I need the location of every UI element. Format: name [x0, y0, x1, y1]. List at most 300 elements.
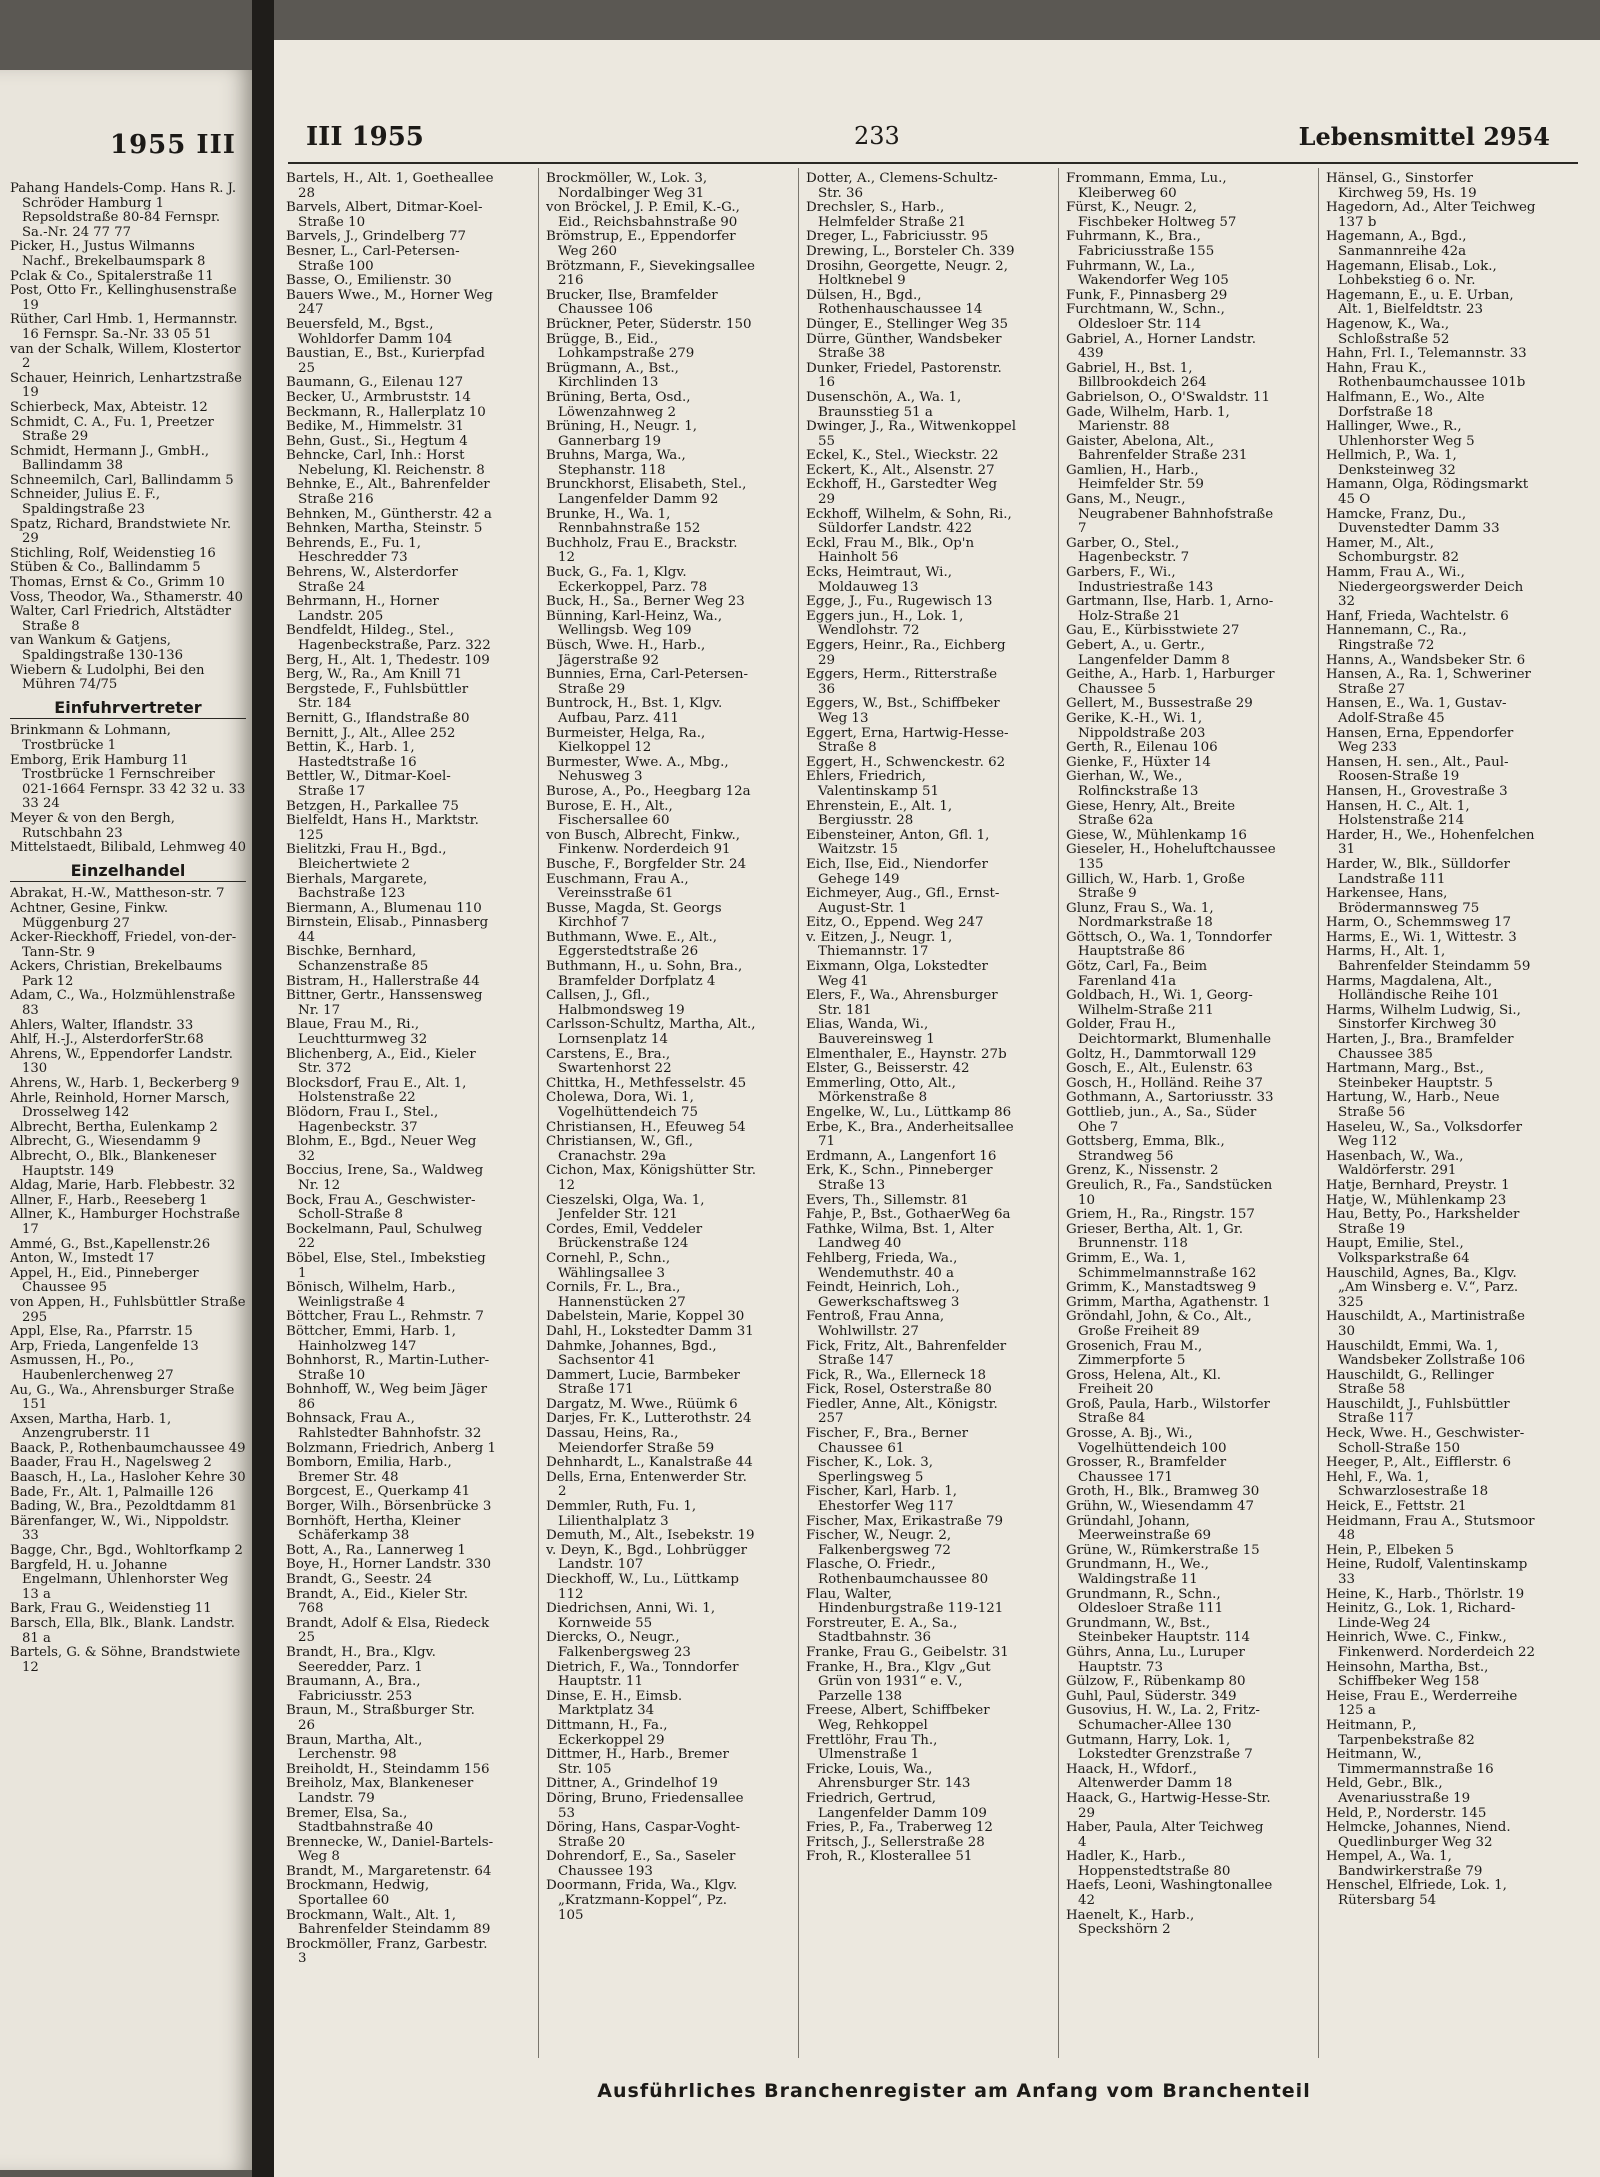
directory-entry: Frettlöhr, Frau Th., Ulmenstraße 1 — [806, 1732, 938, 1763]
directory-entry: Eggers, Herm., Ritterstraße 36 — [806, 667, 998, 697]
directory-entry: Brandt, M., Margaretenstr. 64 — [286, 1863, 492, 1879]
directory-entry: Hahn, Frau K., Rothenbaumchaussee 101b — [1326, 360, 1526, 391]
directory-entry: Hahn, Frl. I., Telemannstr. 33 — [1326, 346, 1527, 362]
directory-entry: Stichling, Rolf, Weidenstieg 16 — [10, 545, 216, 561]
directory-entry: Christiansen, W., Gfl., Cranachstr. 29a — [546, 1134, 693, 1164]
directory-entry: Bielfeldt, Hans H., Marktstr. 125 — [286, 813, 479, 843]
directory-entry: Carlsson-Schultz, Martha, Alt., Lornsenplatz 14 — [546, 1017, 756, 1048]
directory-entry: Bielitzki, Frau H., Bgd., Bleichertwiete 2 — [286, 842, 447, 872]
directory-entry: Schierbeck, Max, Abteistr. 12 — [10, 399, 208, 415]
directory-entry: Albrecht, Bertha, Eulenkamp 2 — [10, 1119, 218, 1135]
directory-entry: Bönisch, Wilhelm, Harb., Weinligstraße 4 — [286, 1280, 456, 1310]
directory-column-4 — [1066, 172, 1276, 2062]
directory-entry: Fuhrmann, K., Bra., Fabriciusstraße 155 — [1066, 229, 1215, 259]
left-entries-2 — [10, 724, 246, 855]
directory-entry: Fathke, Wilma, Bst. 1, Alter Landweg 40 — [806, 1221, 994, 1252]
directory-entry: Bohnhoff, W., Weg beim Jäger 86 — [286, 1382, 487, 1412]
directory-entry: Albrecht, O., Blk., Blankeneser Hauptstr. 149 — [10, 1149, 217, 1179]
directory-entry: Dassau, Heins, Ra., Meiendorfer Straße 59 — [546, 1426, 715, 1456]
directory-entry: Hatje, Bernhard, Preystr. 1 — [1326, 1177, 1510, 1193]
directory-entry: Walter, Carl Friedrich, Altstädter Straße 8 — [10, 604, 232, 634]
directory-entry: Brunke, H., Wa. 1, Rennbahnstraße 152 — [546, 506, 701, 537]
directory-entry: Appel, H., Eid., Pinneberger Chaussee 95 — [10, 1265, 199, 1296]
directory-entry: Gamlien, H., Harb., Heimfelder Str. 59 — [1066, 462, 1204, 493]
directory-entry: Eggers, Heinr., Ra., Eichberg 29 — [806, 638, 1006, 668]
directory-entry: Hagedorn, Ad., Alter Teichweg 137 b — [1326, 200, 1536, 230]
directory-entry: Au, G., Wa., Ahrensburger Straße 151 — [10, 1382, 235, 1413]
directory-entry: Bomborn, Emilia, Harb., Bremer Str. 48 — [286, 1455, 452, 1485]
directory-entry: Ecks, Heimtraut, Wi., Moldauweg 13 — [806, 565, 952, 595]
directory-entry: Bünning, Karl-Heinz, Wa., Wellingsb. Weg 109 — [546, 608, 723, 639]
section-einzelhandel: Einzelhandel — [10, 864, 246, 883]
directory-entry: Haack, H., Wfdorf., Altenwerder Damm 18 — [1066, 1761, 1233, 1792]
directory-entry: Döring, Bruno, Friedensallee 53 — [546, 1790, 744, 1821]
directory-entry: Hamcke, Franz, Du., Duvenstedter Damm 33 — [1326, 506, 1500, 537]
directory-entry: Grenz, K., Nissenstr. 2 — [1066, 1163, 1219, 1179]
directory-entry: Hamm, Frau A., Wi., Niedergeorgswerder Deich 32 — [1326, 565, 1524, 610]
directory-column-3 — [806, 172, 1016, 2062]
directory-entry: Gieseler, H., Hoheluftchaussee 135 — [1066, 842, 1276, 872]
directory-entry: Brinkmann & Lohmann, Trostbrücke 1 — [10, 723, 171, 753]
directory-entry: Brüning, Berta, Osd., Löwenzahnweg 2 — [546, 389, 691, 420]
directory-entry: Goltz, H., Dammtorwall 129 — [1066, 1046, 1257, 1062]
directory-entry: Pclak & Co., Spitalerstraße 11 — [10, 268, 214, 284]
directory-entry: Eich, Ilse, Eid., Niendorfer Gehege 149 — [806, 856, 988, 887]
directory-entry: Bark, Frau G., Weidenstieg 11 — [10, 1601, 212, 1617]
directory-entry: Hartung, W., Harb., Neue Straße 56 — [1326, 1090, 1500, 1120]
directory-entry: Eggers, W., Bst., Schiffbeker Weg 13 — [806, 696, 1000, 726]
directory-entry: Post, Otto Fr., Kellinghusenstraße 19 — [10, 283, 237, 313]
directory-entry: Dahl, H., Lokstedter Damm 31 — [546, 1323, 754, 1339]
directory-entry: Hannemann, C., Ra., Ringstraße 72 — [1326, 623, 1467, 653]
right-page — [274, 40, 1600, 2177]
directory-entry: Drechsler, S., Harb., Helmfelder Straße 21 — [806, 200, 967, 230]
directory-entry: Ahlf, H.-J., AlsterdorferStr.68 — [10, 1032, 204, 1048]
directory-entry: Allner, K., Hamburger Hochstraße 17 — [10, 1207, 240, 1237]
directory-entry: Grüne, W., Rümkerstraße 15 — [1066, 1542, 1260, 1558]
directory-entry: Basse, O., Emilienstr. 30 — [286, 273, 452, 289]
directory-entry: Dinse, E. H., Eimsb. Marktplatz 34 — [546, 1688, 683, 1719]
directory-entry: Böttcher, Frau L., Rehmstr. 7 — [286, 1309, 484, 1325]
directory-entry: Callsen, J., Gfl., Halbmondsweg 19 — [546, 988, 685, 1018]
directory-entry: Hänsel, G., Sinstorfer Kirchweg 59, Hs. 19 — [1326, 172, 1477, 201]
directory-entry: Brömstrup, E., Eppendorfer Weg 260 — [546, 229, 736, 259]
directory-entry: Baack, P., Rothenbaumchaussee 49 — [10, 1440, 246, 1456]
directory-entry: Eggers jun., H., Lok. 1, Wendlohstr. 72 — [806, 608, 964, 639]
directory-entry: Brandt, A., Eid., Kieler Str. 768 — [286, 1586, 468, 1617]
directory-entry: Acker-Rieckhoff, Friedel, von-der-Tann-Str. 9 — [10, 930, 237, 960]
directory-entry: Burmester, Wwe. A., Mbg., Nehusweg 3 — [546, 754, 729, 785]
directory-entry: Gerike, K.-H., Wi. 1, Nippoldstraße 203 — [1066, 710, 1206, 741]
directory-entry: Fentroß, Frau Anna, Wohlwillstr. 27 — [806, 1309, 945, 1339]
directory-entry: Schmidt, C. A., Fu. 1, Preetzer Straße 29 — [10, 414, 214, 445]
directory-entry: Hagemann, A., Bgd., Sanmannreihe 42a — [1326, 229, 1467, 259]
directory-entry: Birnstein, Elisab., Pinnasberg 44 — [286, 915, 489, 945]
directory-entry: Hartmann, Marg., Bst., Steinbeker Hauptstr. 5 — [1326, 1061, 1494, 1091]
directory-entry: Behrmann, H., Horner Landstr. 205 — [286, 594, 439, 624]
directory-entry: Gührs, Anna, Lu., Luruper Hauptstr. 73 — [1066, 1644, 1245, 1675]
directory-entry: Berg, W., Ra., Am Knill 71 — [286, 667, 462, 683]
directory-entry: Fürst, K., Neugr. 2, Fischbeker Holtweg 57 — [1066, 200, 1237, 230]
directory-entry: Blocksdorf, Frau E., Alt. 1, Holstenstraße 22 — [286, 1075, 467, 1106]
directory-entry: Harkensee, Hans, Brödermannsweg 75 — [1326, 886, 1480, 916]
directory-entry: Fuhrmann, W., La., Wakendorfer Weg 105 — [1066, 258, 1229, 289]
directory-entry: Dürre, Günther, Wandsbeker Straße 38 — [806, 331, 1002, 362]
directory-entry: Dabelstein, Marie, Koppel 30 — [546, 1309, 745, 1325]
directory-entry: Axsen, Martha, Harb. 1, Anzengruberstr. 11 — [10, 1411, 172, 1442]
directory-entry: Feindt, Heinrich, Loh., Gewerkschaftsweg 3 — [806, 1280, 960, 1310]
directory-entry: Dieckhoff, W., Lu., Lüttkamp 112 — [546, 1572, 739, 1602]
directory-entry: Elster, G., Beisserstr. 42 — [806, 1061, 970, 1077]
directory-entry: Demmler, Ruth, Fu. 1, Lilienthalplatz 3 — [546, 1499, 697, 1529]
directory-entry: Fick, R., Wa., Ellerneck 18 — [806, 1367, 987, 1383]
directory-entry: Barvels, Albert, Ditmar-Koel-Straße 10 — [286, 200, 483, 230]
directory-entry: Elias, Wanda, Wi., Bauvereinsweg 1 — [806, 1017, 935, 1048]
directory-entry: Harder, W., Blk., Sülldorfer Landstraße 111 — [1326, 856, 1510, 887]
directory-entry: Hasenbach, W., Wa., Waldörferstr. 291 — [1326, 1148, 1464, 1179]
directory-entry: Gründahl, Johann, Meerweinstraße 69 — [1066, 1513, 1212, 1544]
directory-entry: Cieszelski, Olga, Wa. 1, Jenfelder Str. 121 — [546, 1192, 705, 1223]
directory-entry: Ammé, G., Bst.,Kapellenstr.26 — [10, 1236, 211, 1252]
directory-entry: Dittmer, H., Harb., Bremer Str. 105 — [546, 1747, 729, 1777]
directory-entry: Hallinger, Wwe., R., Uhlenhorster Weg 5 — [1326, 419, 1475, 449]
directory-entry: Fritsch, J., Sellerstraße 28 — [806, 1834, 985, 1850]
directory-entry: Busche, F., Borgfelder Str. 24 — [546, 856, 747, 872]
directory-entry: Gienke, F., Hüxter 14 — [1066, 754, 1211, 770]
directory-entry: Hempel, A., Wa. 1, Bandwirkerstraße 79 — [1326, 1849, 1483, 1879]
directory-entry: Elers, F., Wa., Ahrensburger Str. 181 — [806, 988, 998, 1018]
directory-entry: Burose, E. H., Alt., Fischersallee 60 — [546, 798, 673, 829]
directory-entry: Behrens, W., Alsterdorfer Straße 24 — [286, 565, 458, 595]
directory-entry: Ahrens, W., Eppendorfer Landstr. 130 — [10, 1046, 233, 1077]
column-rule — [798, 168, 799, 2058]
directory-entry: Dargatz, M. Wwe., Rüümk 6 — [546, 1396, 738, 1412]
directory-entry: Griem, H., Ra., Ringstr. 157 — [1066, 1207, 1255, 1223]
directory-entry: Wiebern & Ludolphi, Bei den Mühren 74/75 — [10, 662, 205, 693]
directory-entry: Cordes, Emil, Veddeler Brückenstraße 124 — [546, 1221, 703, 1252]
directory-entry: Grosser, R., Bramfelder Chaussee 171 — [1066, 1455, 1227, 1485]
directory-entry: Brucker, Ilse, Bramfelder Chaussee 106 — [546, 287, 718, 318]
directory-entry: Baader, Frau H., Nagelsweg 2 — [10, 1455, 212, 1471]
directory-entry: Gabriel, A., Horner Landstr. 439 — [1066, 331, 1256, 362]
directory-entry: Frommann, Emma, Lu., Kleiberweg 60 — [1066, 172, 1227, 201]
directory-entry: Gusovius, H. W., La. 2, Fritz-Schumacher-Allee 130 — [1066, 1703, 1260, 1733]
directory-entry: Hansen, H., Grovestraße 3 — [1326, 783, 1508, 799]
directory-entry: Garber, O., Stel., Hagenbeckstr. 7 — [1066, 535, 1190, 566]
directory-entry: Buthmann, H., u. Sohn, Bra., Bramfelder Dorfplatz 4 — [546, 959, 743, 989]
directory-entry: Ehrenstein, E., Alt. 1, Bergiusstr. 28 — [806, 798, 953, 829]
directory-entry: Braumann, A., Bra., Fabriciusstr. 253 — [286, 1674, 421, 1704]
directory-entry: Brügge, B., Eid., Lohkampstraße 279 — [546, 331, 695, 362]
directory-entry: Baustian, E., Bst., Kurierpfad 25 — [286, 346, 485, 376]
directory-entry: Dusenschön, A., Wa. 1, Braunsstieg 51 a — [806, 389, 962, 420]
directory-entry: Hanns, A., Wandsbeker Str. 6 — [1326, 652, 1526, 668]
directory-entry: Ahrle, Reinhold, Horner Marsch, Drosselweg 142 — [10, 1090, 230, 1121]
directory-entry: Fick, Rosel, Osterstraße 80 — [806, 1382, 992, 1398]
directory-entry: Hansen, H. sen., Alt., Paul-Roosen-Straße 19 — [1326, 754, 1509, 785]
directory-entry: Hein, P., Elbeken 5 — [1326, 1542, 1455, 1558]
directory-entry: Brötzmann, F., Sievekingsallee 216 — [546, 258, 755, 289]
header-rule — [288, 162, 1578, 164]
directory-entry: Brockmann, Walt., Alt. 1, Bahrenfelder Steindamm 89 — [286, 1907, 491, 1938]
directory-entry: Chittka, H., Methfesselstr. 45 — [546, 1075, 747, 1091]
directory-entry: Schmidt, Hermann J., GmbH., Ballindamm 38 — [10, 443, 210, 474]
directory-entry: Dreger, L., Fabriciusstr. 95 — [806, 229, 989, 245]
directory-entry: Bohnhorst, R., Martin-Luther-Straße 10 — [286, 1353, 490, 1383]
footer-note: Ausführliches Branchenregister am Anfang vom Branchenteil — [597, 2080, 1311, 2102]
directory-entry: Eckel, K., Stel., Wieckstr. 22 — [806, 448, 999, 464]
directory-entry: Erk, K., Schn., Pinneberger Straße 13 — [806, 1163, 993, 1193]
directory-entry: Buntrock, H., Bst. 1, Klgv. Aufbau, Parz. 411 — [546, 696, 723, 726]
directory-entry: Giese, Henry, Alt., Breite Straße 62a — [1066, 798, 1235, 829]
column-rule — [538, 168, 539, 2058]
directory-entry: Hadler, K., Harb., Hoppenstedtstraße 80 — [1066, 1849, 1231, 1879]
directory-entry: Groth, H., Blk., Bramweg 30 — [1066, 1484, 1260, 1500]
directory-entry: Picker, H., Justus Wilmanns Nachf., Brekelbaumspark 8 — [10, 239, 206, 269]
directory-entry: Heine, K., Harb., Thörlstr. 19 — [1326, 1586, 1525, 1602]
directory-entry: Heck, Wwe. H., Geschwister-Scholl-Straße 150 — [1326, 1426, 1525, 1456]
directory-entry: Gosch, H., Holländ. Reihe 37 — [1066, 1075, 1263, 1091]
left-entries — [10, 182, 246, 693]
directory-entry: Flau, Walter, Hindenburgstraße 119-121 — [806, 1586, 1004, 1617]
directory-entry: Brückner, Peter, Süderstr. 150 — [546, 316, 752, 332]
directory-entry: Dwinger, J., Ra., Witwenkoppel 55 — [806, 419, 1016, 449]
directory-entry: Bierhals, Margarete, Bachstraße 123 — [286, 871, 428, 902]
directory-entry: Gutmann, Harry, Lok. 1, Lokstedter Grenzstraße 7 — [1066, 1732, 1253, 1763]
directory-column-2 — [546, 172, 756, 2062]
directory-entry: Schneider, Julius E. F., Spaldingstraße 23 — [10, 487, 161, 518]
directory-entry: Voss, Theodor, Wa., Sthamerstr. 40 — [10, 589, 244, 605]
directory-entry: Braun, Martha, Alt., Lerchenstr. 98 — [286, 1732, 423, 1763]
directory-entry: Bargfeld, H. u. Johanne Engelmann, Uhlenhorster Weg 13 a — [10, 1557, 229, 1602]
directory-entry: Furchtmann, W., Schn., Oldesloer Str. 114 — [1066, 302, 1225, 332]
directory-entry: Mittelstaedt, Bilibald, Lehmweg 40 — [10, 840, 246, 856]
directory-entry: Arp, Frieda, Langenfelde 13 — [10, 1338, 199, 1354]
directory-entry: Bettler, W., Ditmar-Koel-Straße 17 — [286, 769, 451, 799]
directory-entry: Hehl, F., Wa. 1, Schwarzlosestraße 18 — [1326, 1469, 1489, 1500]
header-category: Lebensmittel 2954 — [1298, 122, 1550, 151]
directory-entry: Ehlers, Friedrich, Valentinskamp 51 — [806, 769, 940, 799]
directory-entry: Barvels, J., Grindelberg 77 — [286, 229, 467, 245]
directory-entry: Baasch, H., La., Hasloher Kehre 30 — [10, 1470, 246, 1486]
directory-entry: Aldag, Marie, Harb. Flebbestr. 32 — [10, 1178, 236, 1194]
directory-entry: Bott, A., Ra., Lannerweg 1 — [286, 1542, 466, 1558]
directory-entry: Breiholdt, H., Steindamm 156 — [286, 1761, 490, 1777]
directory-entry: van der Schalk, Willem, Klostertor 2 — [10, 341, 241, 372]
directory-entry: Burmeister, Helga, Ra., Kielkoppel 12 — [546, 725, 706, 756]
directory-entry: Eckhoff, H., Garstedter Weg 29 — [806, 477, 998, 508]
directory-entry: Brunckhorst, Elisabeth, Stel., Langenfelder Damm 92 — [546, 477, 747, 508]
directory-entry: Grosse, A. Bj., Wi., Vogelhüttendeich 100 — [1066, 1426, 1227, 1456]
directory-entry: Guhl, Paul, Süderstr. 349 — [1066, 1688, 1237, 1704]
directory-entry: van Wankum & Gatjens, Spaldingstraße 130-136 — [10, 633, 183, 663]
directory-entry: Adam, C., Wa., Holzmühlenstraße 83 — [10, 988, 236, 1019]
directory-entry: Bärenfanger, W., Wi., Nippoldstr. 33 — [10, 1513, 230, 1544]
directory-entry: Grundmann, W., Bst., Steinbeker Hauptstr. 114 — [1066, 1615, 1251, 1646]
directory-entry: Fischer, F., Bra., Berner Chaussee 61 — [806, 1426, 969, 1456]
directory-entry: Diedrichsen, Anni, Wi. 1, Kornweide 55 — [546, 1601, 716, 1631]
directory-entry: Gröndahl, John, & Co., Alt., Große Freiheit 89 — [1066, 1309, 1252, 1339]
directory-entry: Hamer, M., Alt., Schomburgstr. 82 — [1326, 535, 1459, 566]
directory-entry: Eckl, Frau M., Blk., Op'n Hainholt 56 — [806, 535, 975, 566]
directory-entry: Heidmann, Frau A., Stutsmoor 48 — [1326, 1513, 1535, 1544]
directory-entry: Dotter, A., Clemens-Schultz-Str. 36 — [806, 172, 998, 201]
directory-entry: Halfmann, E., Wo., Alte Dorfstraße 18 — [1326, 389, 1485, 420]
directory-entry: Heinsohn, Martha, Bst., Schiffbeker Weg 158 — [1326, 1659, 1489, 1690]
directory-entry: Henschel, Elfriede, Lok. 1, Rütersbarg 54 — [1326, 1878, 1507, 1909]
directory-entry: Heine, Rudolf, Valentinskamp 33 — [1326, 1557, 1528, 1587]
directory-entry: Beckmann, R., Hallerplatz 10 — [286, 404, 486, 420]
right-page-header — [274, 122, 1600, 162]
directory-entry: Grosenich, Frau M., Zimmerpforte 5 — [1066, 1338, 1203, 1369]
page-number: 233 — [854, 122, 900, 150]
directory-entry: Eitz, O., Eppend. Weg 247 — [806, 915, 984, 931]
directory-entry: Giese, W., Mühlenkamp 16 — [1066, 827, 1247, 843]
directory-entry: Grühn, W., Wiesendamm 47 — [1066, 1499, 1255, 1515]
directory-entry: Hauschildt, G., Rellinger Straße 58 — [1326, 1367, 1494, 1398]
directory-entry: Behn, Gust., Si., Hegtum 4 — [286, 433, 468, 449]
directory-entry: Haefs, Leoni, Washingtonallee 42 — [1066, 1878, 1273, 1909]
directory-entry: Bistram, H., Hallerstraße 44 — [286, 973, 480, 989]
directory-entry: Doormann, Frida, Wa., Klgv. „Kratzmann-Koppel“, Pz. 105 — [546, 1878, 738, 1923]
directory-entry: Albrecht, G., Wiesendamm 9 — [10, 1134, 201, 1150]
directory-entry: Harms, H., Alt. 1, Bahrenfelder Steindamm 59 — [1326, 944, 1531, 975]
directory-entry: Heise, Frau E., Werderreihe 125 a — [1326, 1688, 1518, 1719]
directory-entry: Hauschildt, Emmi, Wa. 1, Wandsbeker Zollstraße 106 — [1326, 1338, 1526, 1369]
directory-entry: Golder, Frau H., Deichtormarkt, Blumenhalle — [1066, 1017, 1272, 1048]
directory-entry: Blödorn, Frau I., Stel., Hagenbeckstr. 37 — [286, 1105, 439, 1135]
directory-entry: Ahlers, Walter, Iflandstr. 33 — [10, 1017, 194, 1033]
directory-entry: Helmcke, Johannes, Niend. Quedlinburger Weg 32 — [1326, 1820, 1511, 1850]
directory-entry: Besner, L., Carl-Petersen-Straße 100 — [286, 243, 460, 274]
directory-entry: Abrakat, H.-W., Mattheson-str. 7 — [10, 886, 225, 902]
directory-entry: Behncke, Carl, Inh.: Horst Nebelung, Kl. Reichenstr. 8 — [286, 448, 485, 478]
directory-entry: Bedike, M., Himmelstr. 31 — [286, 419, 464, 435]
directory-entry: Haack, G., Hartwig-Hesse-Str. 29 — [1066, 1790, 1271, 1821]
directory-entry: Gothmann, A., Sartoriusstr. 33 — [1066, 1090, 1274, 1106]
directory-entry: Fischer, K., Lok. 3, Sperlingsweg 5 — [806, 1455, 934, 1485]
directory-entry: Biermann, A., Blumenau 110 — [286, 900, 482, 916]
directory-entry: Gross, Helena, Alt., Kl. Freiheit 20 — [1066, 1367, 1221, 1398]
directory-entry: Hatje, W., Mühlenkamp 23 — [1326, 1192, 1507, 1208]
left-entries-3 — [10, 887, 246, 1675]
directory-entry: Funk, F., Pinnasberg 29 — [1066, 287, 1228, 303]
book-gutter — [252, 0, 274, 2177]
directory-entry: Bremer, Elsa, Sa., Stadtbahnstraße 40 — [286, 1805, 434, 1836]
directory-entry: Harms, Magdalena, Alt., Holländische Reihe 101 — [1326, 973, 1500, 1004]
directory-entry: Evers, Th., Sillemstr. 81 — [806, 1192, 969, 1208]
directory-entry: Brockmöller, Franz, Garbestr. 3 — [286, 1936, 488, 1967]
directory-entry: Drewing, L., Borsteler Ch. 339 — [806, 243, 1015, 259]
directory-entry: Allner, F., Harb., Reeseberg 1 — [10, 1192, 208, 1208]
directory-entry: Behnken, M., Güntherstr. 42 a — [286, 506, 492, 522]
directory-entry: Dünger, E., Stellinger Weg 35 — [806, 316, 1009, 332]
directory-entry: Froh, R., Klosterallee 51 — [806, 1849, 973, 1865]
directory-entry: Ahrens, W., Harb. 1, Beckerberg 9 — [10, 1076, 240, 1092]
directory-entry: Buthmann, Wwe. E., Alt., Eggerstedtstraße 26 — [546, 929, 717, 960]
directory-entry: Heitmann, P., Tarpenbekstraße 82 — [1326, 1717, 1475, 1748]
directory-entry: Carstens, E., Bra., Swartenhorst 22 — [546, 1046, 672, 1077]
directory-entry: Flasche, O. Friedr., Rothenbaumchaussee 80 — [806, 1557, 989, 1587]
directory-entry: von Bröckel, J. P. Emil, K.-G., Eid., Reichsbahnstraße 90 — [546, 200, 740, 230]
directory-entry: Eibensteiner, Anton, Gfl. 1, Waitzstr. 15 — [806, 827, 990, 858]
directory-entry: Buck, H., Sa., Berner Weg 23 — [546, 594, 745, 610]
directory-entry: Grimm, E., Wa. 1, Schimmelmannstraße 162 — [1066, 1250, 1257, 1281]
directory-entry: Fischer, W., Neugr. 2, Falkenbergsweg 72 — [806, 1528, 952, 1558]
directory-entry: Gartmann, Ilse, Harb. 1, Arno-Holz-Straße 21 — [1066, 594, 1274, 624]
directory-entry: Bruhns, Marga, Wa., Stephanstr. 118 — [546, 448, 686, 478]
directory-entry: Erdmann, A., Langenfort 16 — [806, 1148, 997, 1164]
directory-entry: Heick, E., Fettstr. 21 — [1326, 1499, 1467, 1515]
section-einfuhrvertreter: Einfuhrvertreter — [10, 701, 246, 720]
directory-entry: Heinrich, Wwe. C., Finkw., Finkenwerd. Norderdeich 22 — [1326, 1630, 1536, 1660]
directory-entry: Gau, E., Kürbisstwiete 27 — [1066, 623, 1240, 639]
directory-entry: Böttcher, Emmi, Harb. 1, Hainholzweg 147 — [286, 1323, 457, 1354]
directory-entry: Bunnies, Erna, Carl-Petersen-Straße 29 — [546, 667, 749, 697]
left-page — [0, 70, 252, 2170]
directory-entry: von Appen, H., Fuhlsbüttler Straße 295 — [10, 1294, 246, 1325]
directory-entry: Franke, H., Bra., Klgv „Gut Grün von 1931“ e. V., Parzelle 138 — [806, 1659, 991, 1704]
directory-entry: Blichenberg, A., Eid., Kieler Str. 372 — [286, 1046, 476, 1077]
directory-entry: Dahmke, Johannes, Bgd., Sachsentor 41 — [546, 1338, 717, 1369]
directory-entry: Böbel, Else, Stel., Imbekstieg 1 — [286, 1250, 486, 1281]
directory-entry: Bauers Wwe., M., Horner Weg 247 — [286, 287, 493, 318]
directory-entry: Hanf, Frieda, Wachtelstr. 6 — [1326, 608, 1509, 624]
directory-entry: Freese, Albert, Schiffbeker Weg, Rehkoppel — [806, 1703, 990, 1733]
directory-entry: Bock, Frau A., Geschwister-Scholl-Straße 8 — [286, 1192, 476, 1223]
directory-entry: Fricke, Louis, Wa., Ahrensburger Str. 143 — [806, 1761, 971, 1792]
directory-entry: Eichmeyer, Aug., Gfl., Ernst-August-Str. 1 — [806, 886, 1000, 916]
directory-entry: Brockmann, Hedwig, Sportallee 60 — [286, 1878, 430, 1909]
directory-entry: Blohm, E., Bgd., Neuer Weg 32 — [286, 1134, 477, 1164]
directory-entry: Gottsberg, Emma, Blk., Strandweg 56 — [1066, 1134, 1225, 1164]
directory-entry: Hellmich, P., Wa. 1, Denksteinweg 32 — [1326, 448, 1457, 478]
directory-entry: Gosch, E., Alt., Eulenstr. 63 — [1066, 1061, 1253, 1077]
directory-entry: Garbers, F., Wi., Industriestraße 143 — [1066, 565, 1214, 595]
directory-entry: Brennecke, W., Daniel-Bartels-Weg 8 — [286, 1834, 494, 1865]
directory-entry: Gans, M., Neugr., Neugrabener Bahnhofstraße 7 — [1066, 492, 1274, 537]
directory-entry: Emborg, Erik Hamburg 11 Trostbrücke 1 Fernschreiber 021-1664 Fernspr. 33 42 32 u. 33 33 24 — [10, 752, 246, 812]
directory-entry: Bittner, Gertr., Hanssensweg Nr. 17 — [286, 988, 483, 1018]
directory-entry: Bendfeldt, Hildeg., Stel., Hagenbeckstraße, Parz. 322 — [286, 623, 491, 653]
directory-entry: Barsch, Ella, Blk., Blank. Landstr. 81 a — [10, 1616, 235, 1646]
directory-entry: Becker, U., Armbruststr. 14 — [286, 389, 471, 405]
directory-entry: Engelke, W., Lu., Lüttkamp 86 — [806, 1105, 1012, 1120]
directory-entry: Hagenow, K., Wa., Schloßstraße 52 — [1326, 316, 1450, 347]
directory-entry: Hauschildt, A., Martinistraße 30 — [1326, 1309, 1525, 1339]
directory-entry: von Busch, Albrecht, Finkw., Finkenw. Norderdeich 91 — [546, 827, 741, 858]
directory-entry: Franke, Frau G., Geibelstr. 31 — [806, 1644, 1009, 1660]
directory-entry: Haenelt, K., Harb., Speckshörn 2 — [1066, 1907, 1195, 1938]
column-rule — [1058, 168, 1059, 2058]
directory-entry: Ackers, Christian, Brekelbaums Park 12 — [10, 959, 223, 989]
directory-entry: Dohrendorf, E., Sa., Saseler Chaussee 193 — [546, 1849, 736, 1879]
directory-entry: Egge, J., Fu., Rugewisch 13 — [806, 594, 993, 610]
directory-entry: Gaister, Abelona, Alt., Bahrenfelder Straße 231 — [1066, 433, 1248, 464]
directory-entry: Bolzmann, Friedrich, Anberg 1 — [286, 1440, 496, 1456]
directory-entry: Gottlieb, jun., A., Sa., Süder Ohe 7 — [1066, 1105, 1257, 1135]
directory-entry: Cornils, Fr. L., Bra., Hannenstücken 27 — [546, 1280, 686, 1310]
directory-entry: Hauschild, Agnes, Ba., Klgv. „Am Winsberg e. V.“, Parz. 325 — [1326, 1265, 1519, 1310]
directory-entry: Bagge, Chr., Bgd., Wohltorfkamp 2 — [10, 1543, 243, 1559]
directory-entry: Glunz, Frau S., Wa. 1, Nordmarkstraße 18 — [1066, 900, 1214, 931]
directory-entry: Held, P., Norderstr. 145 — [1326, 1805, 1487, 1821]
directory-entry: Gellert, M., Bussestraße 29 — [1066, 696, 1253, 712]
directory-entry: Cichon, Max, Königshütter Str. 12 — [546, 1163, 756, 1193]
directory-entry: v. Deyn, K., Bgd., Lohbrügger Landstr. 107 — [546, 1542, 748, 1573]
directory-entry: Brockmöller, W., Lok. 3, Nordalbinger Weg 31 — [546, 172, 708, 201]
directory-entry: Thomas, Ernst & Co., Grimm 10 — [10, 575, 225, 591]
